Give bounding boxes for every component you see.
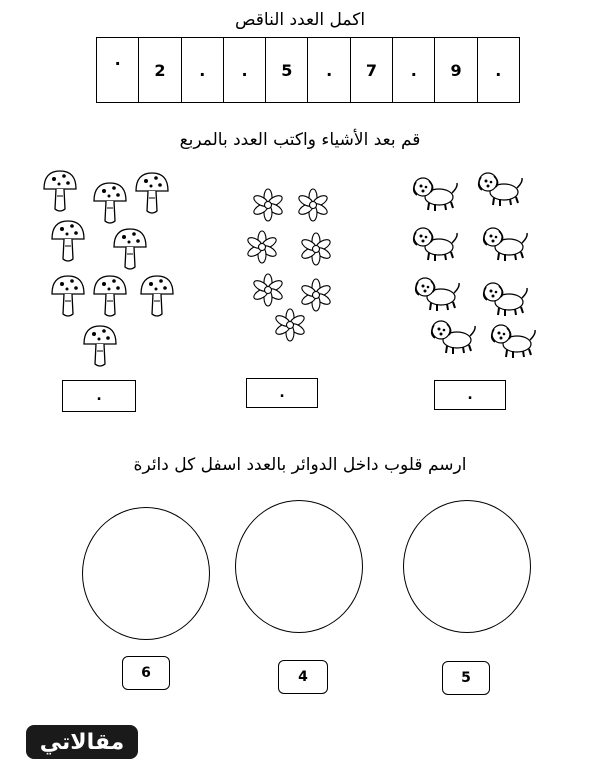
section2-title: قم بعد الأشياء واكتب العدد بالمربع [179,130,421,150]
mushroom-icon [114,229,146,269]
count-box: 4 [278,660,328,694]
mushroom-icon [52,276,84,316]
sequence-cell[interactable]: . [114,50,121,69]
drawing-circle[interactable] [235,500,363,633]
dog-icon [416,278,459,311]
drawing-circle[interactable] [82,507,210,640]
sequence-cell: 7 [350,38,392,102]
site-logo: مقالاتي [26,725,138,759]
mushroom-icon [94,276,126,316]
mushroom-icon [141,276,173,316]
drawing-circle[interactable] [403,500,531,633]
section3-title: ارسم قلوب داخل الدوائر بالعدد اسفل كل دائرة [133,455,467,475]
mushroom-icon [94,183,126,223]
sequence-cell[interactable]: . [307,38,349,102]
sequence-cell: 2 [138,38,180,102]
flower-icon [297,189,329,221]
section1-title: اكمل العدد الناقص [234,10,366,30]
mushroom-group [30,165,190,370]
sequence-cell: 9 [434,38,476,102]
flower-icon [246,231,278,263]
dog-icon [414,178,457,211]
mushroom-icon [52,221,84,261]
flower-group [240,185,340,345]
sequence-cell: 5 [265,38,307,102]
flower-icon [300,233,332,265]
mushroom-icon [44,171,76,211]
mushroom-answer-box[interactable]: . [62,380,136,412]
dog-group [405,168,545,368]
count-box: 6 [122,656,170,690]
dog-icon [484,228,527,261]
count-box: 5 [442,661,490,695]
mushroom-icon [136,173,168,213]
flower-icon [274,309,306,341]
dog-icon [414,228,457,261]
sequence-cell[interactable]: . [477,38,519,102]
flower-icon [300,279,332,311]
dog-answer-box[interactable]: . [434,380,506,410]
flower-answer-box[interactable]: . [246,378,318,408]
number-sequence-table [96,37,520,103]
flower-icon [252,189,284,221]
dog-icon [432,321,475,354]
flower-icon [252,274,284,306]
sequence-cell[interactable]: . [392,38,434,102]
dog-icon [479,173,522,206]
mushroom-icon [84,326,116,366]
sequence-cell[interactable]: . [223,38,265,102]
dog-icon [492,325,535,358]
sequence-cell[interactable]: . [181,38,223,102]
dog-icon [484,283,527,316]
